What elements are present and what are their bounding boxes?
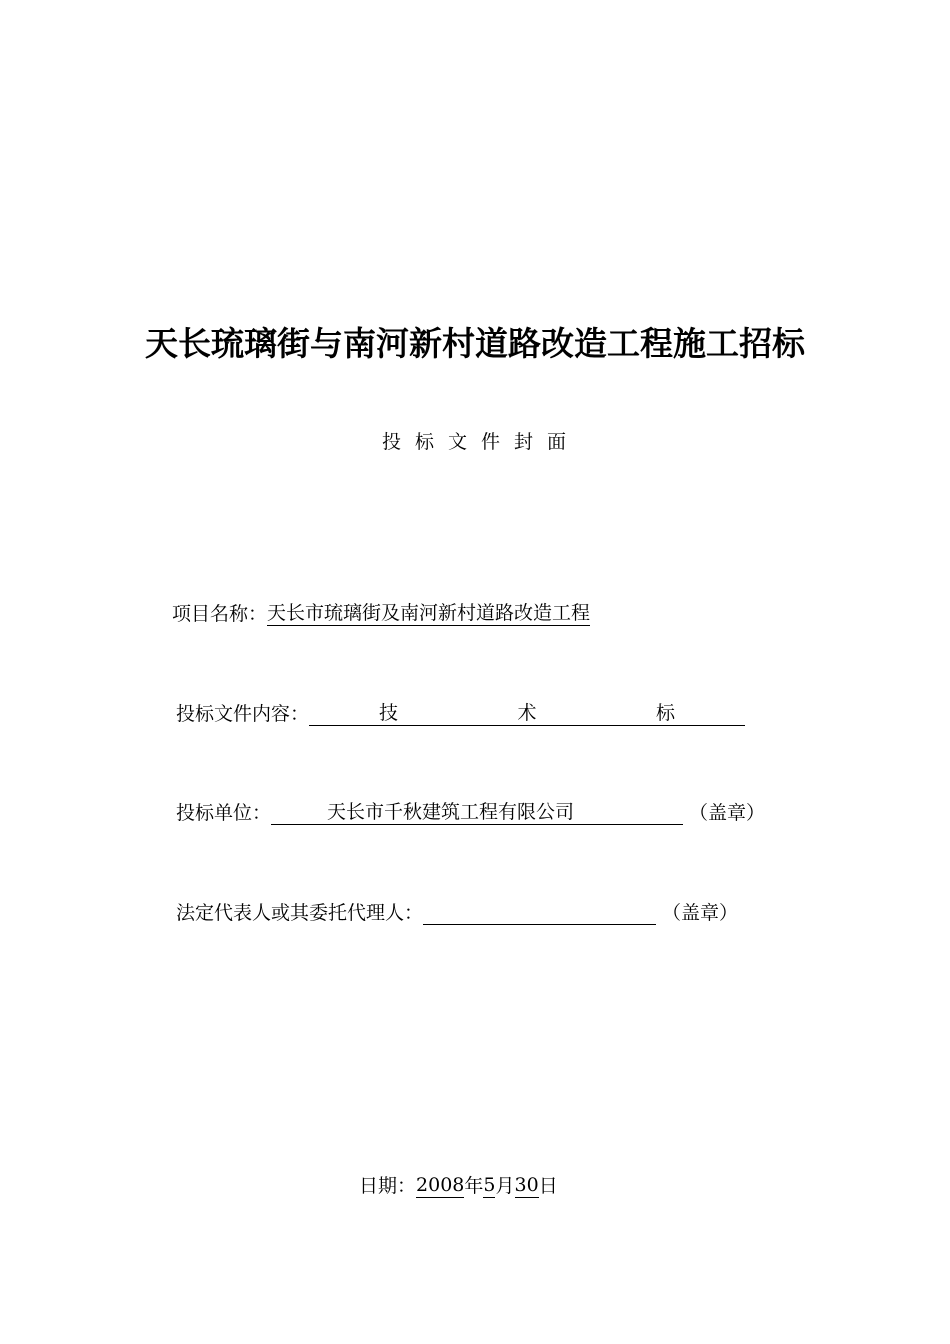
- representative-stamp-note: （盖章）: [662, 902, 739, 924]
- bid-content-row: [176, 701, 745, 727]
- date-day-unit: 日: [538, 1175, 558, 1197]
- bid-content-value: [309, 701, 745, 726]
- project-name-value: 天长市琉璃街及南河新村道路改造工程: [267, 602, 591, 624]
- project-name-label: 项目名称：: [172, 603, 268, 625]
- representative-row: [176, 900, 738, 926]
- date-row: [359, 1173, 558, 1199]
- date-month: 5: [483, 1174, 496, 1196]
- bidder-label: 投标单位：: [176, 802, 272, 824]
- date-year: 2008: [416, 1174, 465, 1196]
- bidder-stamp-note: （盖章）: [689, 802, 766, 824]
- project-name-row: [172, 601, 590, 627]
- bid-content-char-2: 术: [517, 702, 537, 724]
- representative-label: 法定代表人或其委托代理人：: [176, 902, 424, 924]
- bidder-row: [176, 800, 765, 826]
- date-year-unit: 年: [464, 1175, 484, 1197]
- bid-content-char-3: 标: [655, 702, 675, 724]
- document-title: 天长琉璃街与南河新村道路改造工程施工招标: [145, 324, 805, 363]
- bid-content-label: 投标文件内容：: [176, 703, 310, 725]
- bidder-value: 天长市千秋建筑工程有限公司: [271, 800, 683, 825]
- date-month-unit: 月: [495, 1175, 515, 1197]
- bid-content-char-1: 技: [379, 702, 399, 724]
- document-subtitle: 投标文件封面: [381, 431, 580, 453]
- date-label: 日期：: [359, 1175, 417, 1197]
- representative-value: [423, 900, 656, 925]
- date-day: 30: [514, 1174, 539, 1196]
